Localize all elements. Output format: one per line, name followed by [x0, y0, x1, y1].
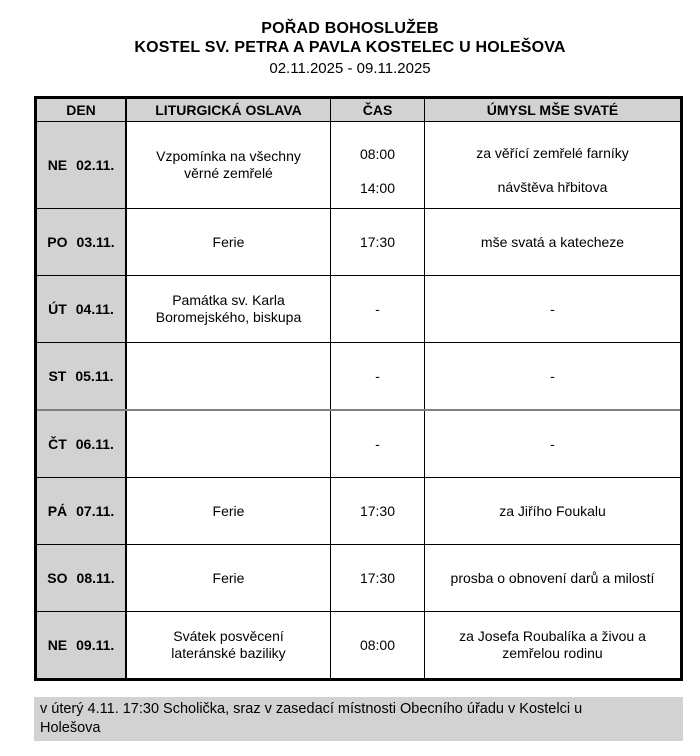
table-row-ct-06-11: [37, 409, 680, 477]
celebration-cell: [125, 343, 330, 409]
header-day: DEN: [37, 99, 125, 121]
day-date: 08.11.: [76, 569, 115, 586]
celebration-cell: Památka sv. Karla Boromejského, biskupa: [125, 276, 330, 342]
celebration-cell: [125, 411, 330, 477]
church-name: KOSTEL SV. PETRA A PAVLA KOSTELEC U HOLEŠOVA: [134, 39, 566, 56]
table-row-ut-04-11: [37, 275, 680, 342]
day-date: 05.11.: [75, 367, 114, 384]
time-value: 14:00: [359, 179, 396, 196]
time-value: 08:00: [359, 145, 396, 162]
intention-value: návštěva hřbitova: [497, 178, 608, 195]
day-date: 03.11.: [76, 233, 115, 250]
time-cell: -: [330, 276, 424, 342]
day-cell: [37, 276, 125, 342]
celebration-cell: Svátek posvěcení lateránské baziliky: [125, 612, 330, 678]
day-abbrev: ČT: [48, 435, 67, 452]
footer-announcement: [34, 697, 683, 741]
celebration-cell: Ferie: [125, 209, 330, 275]
day-abbrev: NE: [47, 636, 68, 653]
intention-cell: -: [424, 411, 680, 477]
header-intention: ÚMYSL MŠE SVATÉ: [424, 99, 680, 121]
intention-cell: za Josefa Roubalíka a živou a zemřelou rodinu: [424, 612, 680, 678]
time-cell: 17:30: [330, 478, 424, 544]
intention-cell: za Jiřího Foukalu: [424, 478, 680, 544]
day-abbrev: ÚT: [48, 300, 67, 317]
table-row-pa-07-11: [37, 477, 680, 544]
header-celebration: LITURGICKÁ OSLAVA: [125, 99, 330, 121]
intention-cell: prosba o obnovení darů a milostí: [424, 545, 680, 611]
day-date: 09.11.: [76, 636, 115, 653]
header-time: ČAS: [330, 99, 424, 121]
intention-value: za věřící zemřelé farníky: [476, 144, 629, 161]
table-row-so-08-11: [37, 544, 680, 611]
celebration-cell: Ferie: [125, 478, 330, 544]
day-abbrev: PÁ: [47, 502, 68, 519]
table-row-ne-02-11: [37, 121, 680, 208]
day-abbrev: PO: [47, 233, 68, 250]
day-date: 04.11.: [75, 300, 114, 317]
time-cell: -: [330, 343, 424, 409]
day-cell: [37, 612, 125, 678]
day-cell: [37, 411, 125, 477]
day-date: 02.11.: [76, 156, 115, 173]
date-range: 02.11.2025 - 09.11.2025: [269, 60, 431, 77]
table-row-ne-09-11: [37, 611, 680, 678]
day-cell: [37, 478, 125, 544]
day-abbrev: ST: [48, 367, 67, 384]
time-cell: 08:00: [330, 612, 424, 678]
document-title: POŘAD BOHOSLUŽEB: [261, 20, 439, 37]
intention-cell: [424, 122, 680, 208]
footer-announcement-text: v úterý 4.11. 17:30 Scholička, sraz v zasedací místnosti Obecního úřadu v Kostelci u Holešova: [40, 701, 583, 736]
intention-cell: -: [424, 276, 680, 342]
celebration-cell: Ferie: [125, 545, 330, 611]
day-cell: [37, 343, 125, 409]
day-date: 07.11.: [76, 502, 115, 519]
day-cell: [37, 122, 125, 208]
day-cell: [37, 545, 125, 611]
table-row-po-03-11: [37, 208, 680, 275]
time-cell: 17:30: [330, 209, 424, 275]
time-cell: -: [330, 411, 424, 477]
document-header: [0, 19, 700, 78]
intention-cell: -: [424, 343, 680, 409]
intention-cell: mše svatá a katecheze: [424, 209, 680, 275]
day-abbrev: NE: [47, 156, 68, 173]
table-row-st-05-11: [37, 342, 680, 409]
time-cell: [330, 122, 424, 208]
day-cell: [37, 209, 125, 275]
table-header-row: [37, 99, 680, 121]
time-cell: 17:30: [330, 545, 424, 611]
day-date: 06.11.: [75, 435, 114, 452]
day-abbrev: SO: [47, 569, 68, 586]
schedule-table: [34, 96, 683, 681]
celebration-cell: Vzpomínka na všechny věrné zemřelé: [125, 122, 330, 208]
